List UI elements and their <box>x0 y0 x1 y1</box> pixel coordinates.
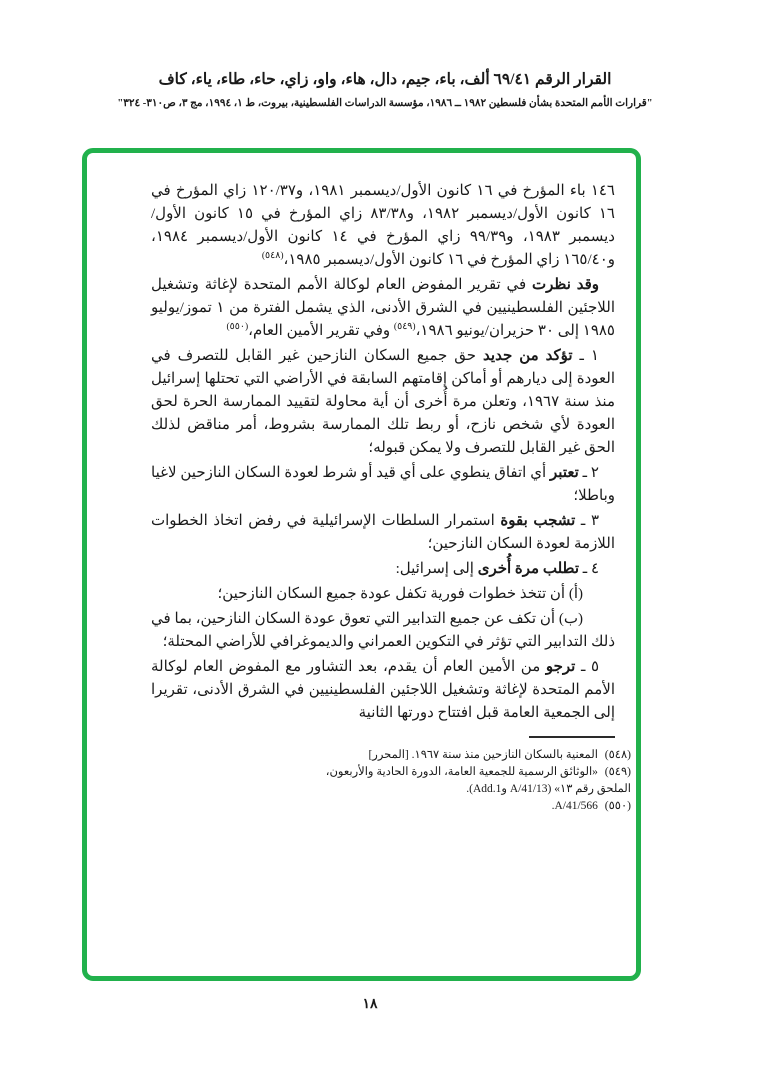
item-number: ٤ ـ <box>579 561 599 577</box>
paragraph-text: أن تتخذ خطوات فورية تكفل عودة جميع السكان النازحين؛ <box>217 586 566 602</box>
paragraph-text: تشجب بقوة <box>500 513 576 529</box>
paragraph-text: ترجو <box>545 659 576 675</box>
footnote-ref: (٥٤٨) <box>261 251 284 261</box>
resolution-box-content <box>87 153 636 976</box>
item-number: ٢ ـ <box>578 465 599 481</box>
resolution-title: القرار الرقم ٦٩/٤١ ألف، باء، جيم، دال، هاء، واو، زاي، حاء، طاء، ياء، كاف <box>158 71 612 88</box>
paragraph-text: ١٤٦ باء المؤرخ في ١٦ كانون الأول/ديسمبر ١٩٨١، و١٢٠/٣٧ زاي المؤرخ في ١٦ كانون الأول/ديسمبر ١٩٨٢، و٨٣/٣٨ زاي المؤرخ في ١٥ كانون الأول/ديسمبر ١٩٨٣، و٩٩/٣٩ زاي المؤرخ في ١٤ كانون الأول/ديسمبر ١٩٨٤، و١٦٥/٤٠ زاي المؤرخ في ١٦ كانون الأول/ديسمبر ١٩٨٥، <box>151 183 615 268</box>
footnote-text: A/41/566. <box>551 800 601 812</box>
paragraph-text: في تقرير المفوض العام لوكالة الأمم المتحدة لإغاثة وتشغيل اللاجئين الفلسطينيين في الشرق الأدنى، الذي يشمل الفترة من ١ تموز/يوليو ١٩٨٥ إلى ٣٠ حزيران/يونيو ١٩٨٦، <box>151 277 615 339</box>
source-citation: "قرارات الأمم المتحدة بشأن فلسطين ١٩٨٢ ــ ١٩٨٦، مؤسسة الدراسات الفلسطينية، بيروت، ط ١، ١٩٩٤، مج ٣، ص٣١٠- ٣٢٤" <box>117 98 653 109</box>
footnote-separator <box>529 736 615 738</box>
item-number: ١ ـ <box>572 348 599 364</box>
paragraph-text: تؤكد من جديد <box>483 348 573 364</box>
page-number: ١٨ <box>362 997 378 1012</box>
paragraph <box>151 510 615 556</box>
footnote <box>319 798 631 815</box>
paragraph <box>151 583 615 606</box>
paragraph-text: تعتبر <box>550 465 579 481</box>
footnote-text: «الوثائق الرسمية للجمعية العامة، الدورة الحادية والأربعون، الملحق رقم ١٣» (A/41/13 وAdd.1). <box>325 766 631 795</box>
paragraph <box>151 274 615 343</box>
footnote-text: المعنية بالسكان النازحين منذ سنة ١٩٦٧. [المحرر] <box>368 749 601 761</box>
paragraph <box>151 608 615 654</box>
paragraph <box>151 462 615 508</box>
footnote-ref: (٥٥٠) <box>226 322 249 332</box>
body-paragraphs <box>151 180 615 725</box>
footnotes <box>319 747 631 815</box>
paragraph-text: من الأمين العام أن يقدم، بعد التشاور مع المفوض العام لوكالة الأمم المتحدة لإغاثة وتشغيل اللاجئين الفلسطينيين في الشرق الأدنى، تقريرا إلى الجمعية العامة قبل افتتاح دورتها الثانية <box>151 659 615 721</box>
paragraph-text: وفي تقرير الأمين العام، <box>248 323 394 339</box>
paragraph <box>151 345 615 460</box>
paragraph-text: إلى إسرائيل: <box>395 561 478 577</box>
footnote <box>319 764 631 798</box>
footnote-marker: (٥٤٩) <box>604 766 631 778</box>
paragraph-text: وقد نظرت <box>532 277 600 293</box>
paragraph-text: حق جميع السكان النازحين غير القابل للتصرف في العودة إلى ديارهم أو أماكن إقامتهم السابقة في الأراضي التي تحتلها إسرائيل منذ سنة ١٩٦٧، وتعلن مرة أُخرى أن أية محاولة لتقييد الممارسة الحرة لحق العودة لأي شخص نازح، أو ربط تلك الممارسة بشروط، أمر مناقض لذلك الحق غير القابل للتصرف ولا يمكن قبوله؛ <box>151 348 615 456</box>
item-number: (أ) <box>565 586 583 602</box>
paragraph-text: أي اتفاق ينطوي على أي قيد أو شرط لعودة السكان النازحين لاغيا وباطلا؛ <box>151 465 615 504</box>
item-number: ٥ ـ <box>575 659 599 675</box>
item-number: ٣ ـ <box>575 513 599 529</box>
paragraph <box>151 558 615 581</box>
page-header <box>0 70 770 109</box>
paragraph-text: أن تكف عن جميع التدابير التي تعوق عودة السكان النازحين، بما في ذلك التدابير التي تؤثر في التكوين العمراني والديموغرافي للأراضي المحتلة؛ <box>151 611 615 650</box>
footnote-ref: (٥٤٩) <box>393 322 416 332</box>
footnote <box>319 747 631 764</box>
paragraph <box>151 656 615 725</box>
item-number: (ب) <box>555 611 583 627</box>
paragraph <box>151 180 615 272</box>
paragraph-text: استمرار السلطات الإسرائيلية في رفض اتخاذ الخطوات اللازمة لعودة السكان النازحين؛ <box>151 513 615 552</box>
footnote-marker: (٥٤٨) <box>604 749 631 761</box>
paragraph-text: تطلب مرة أُخرى <box>477 561 580 577</box>
footnote-marker: (٥٥٠) <box>604 800 631 812</box>
resolution-box <box>82 148 641 981</box>
